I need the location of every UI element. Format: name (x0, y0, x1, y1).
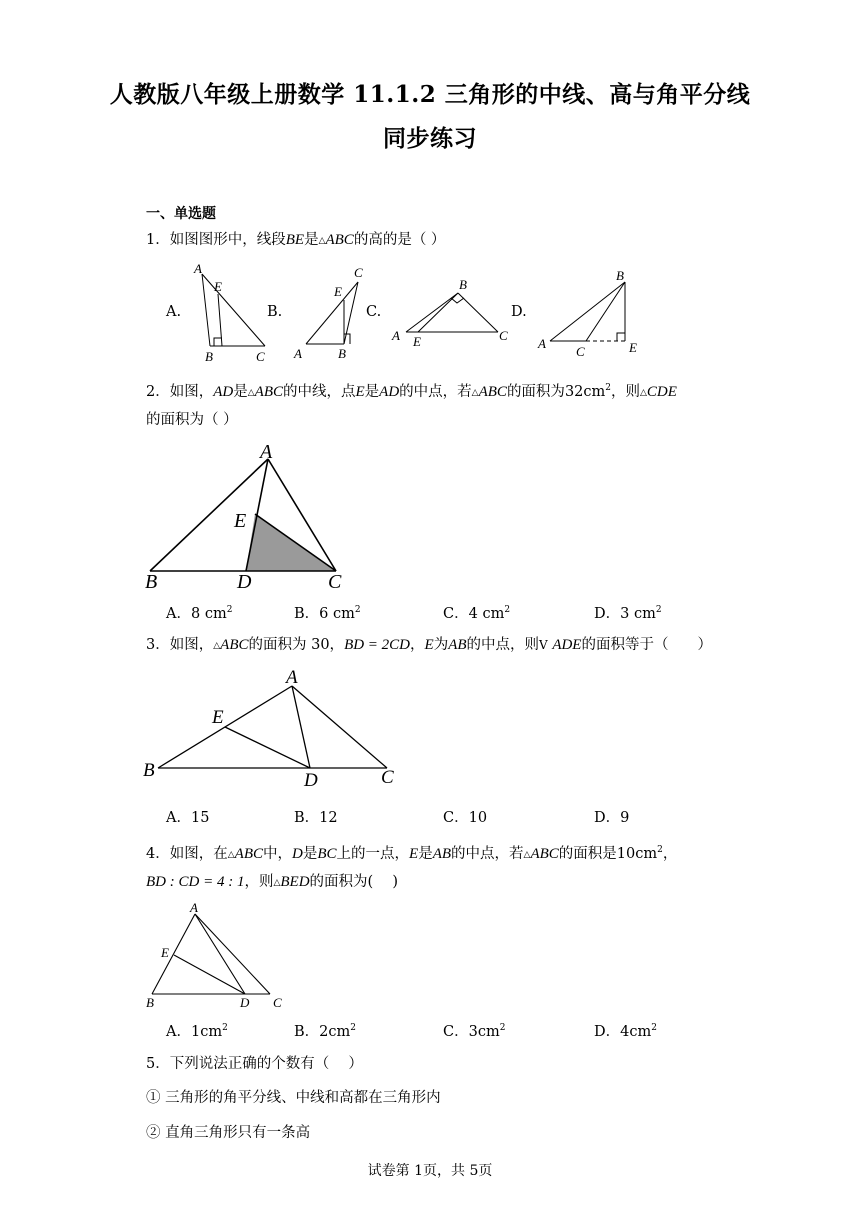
q2-label-c: C (328, 571, 342, 593)
question-3-text: 3．如图，△ABC的面积为 30，BD = 2CD，E为AB的中点，则V ADE的面积等于（ ） (146, 637, 712, 653)
page-footer: 试卷第 1页，共 5页 (367, 1163, 493, 1179)
question-2-text: 2．如图，AD是△ABC的中线，点E是AD的中点，若△ABC的面积为$32cm^2$，则△CDE (146, 383, 677, 400)
q4-option-c[interactable]: C．$3cm^2$ (443, 1023, 506, 1040)
q1d-label-e: E (629, 340, 637, 355)
q1-option-a[interactable]: A. (166, 304, 182, 320)
question-4-text-line2: BD : CD = 4 : 1，则△BED的面积为( ) (146, 874, 398, 890)
q1b-label-c: C (354, 265, 363, 280)
q4-label-d: D (240, 995, 250, 1010)
q5-statement-1: ① 三角形的角平分线、中线和高都在三角形内 (146, 1090, 441, 1106)
question-1-text: 1．如图图形中，线段BE是△ABC的高的是（ ） (146, 232, 446, 248)
q1-figure-d (550, 282, 625, 341)
section-heading: 一、单选题 (146, 206, 216, 222)
q1b-label-e: E (334, 284, 342, 299)
question-2-text-line2: 的面积为（ ） (146, 412, 238, 428)
q2-label-d: D (237, 571, 252, 593)
q2-label-b: B (145, 571, 158, 593)
q1a-label-c: C (256, 349, 265, 364)
q3-option-c[interactable]: C．10 (443, 810, 488, 826)
q1-figure-b (306, 282, 358, 344)
q5-statement-2: ② 直角三角形只有一条高 (146, 1125, 311, 1141)
q3-label-e: E (212, 707, 224, 728)
q2-option-d[interactable]: D．3 $cm^2$ (594, 605, 662, 622)
q4-label-e: E (161, 945, 169, 960)
q2-label-a: A (260, 441, 273, 463)
q1a-label-b: B (205, 349, 213, 364)
q1b-label-a: A (294, 346, 302, 361)
q2-option-b[interactable]: B．6 $cm^2$ (294, 605, 361, 622)
q3-label-b: B (143, 760, 155, 781)
q3-option-a[interactable]: A．15 (166, 810, 210, 826)
q1a-label-e: E (214, 279, 222, 294)
question-4-text: 4．如图，在△ABC中，D是BC上的一点，E是AB的中点，若△ABC的面积是$10cm^2$， (146, 845, 678, 862)
q1d-label-a: A (538, 336, 546, 351)
q4-option-a[interactable]: A．$1cm^2$ (166, 1023, 228, 1040)
q3-label-d: D (304, 770, 318, 791)
q2-label-e: E (234, 510, 247, 532)
q4-label-c: C (273, 995, 282, 1010)
q1b-label-b: B (338, 346, 346, 361)
q3-option-d[interactable]: D．9 (594, 810, 630, 826)
q2-option-c[interactable]: C．4 $cm^2$ (443, 605, 511, 622)
q1c-label-a: A (392, 328, 400, 343)
q4-label-b: B (146, 995, 154, 1010)
q1-option-d[interactable]: D. (511, 304, 527, 320)
page-subtitle: 同步练习 (383, 125, 477, 152)
q4-figure (146, 900, 282, 1010)
q3-figure (143, 667, 394, 791)
q1d-label-c: C (576, 344, 585, 359)
q1a-label-a: A (194, 261, 202, 276)
q1-option-c[interactable]: C. (366, 304, 382, 320)
q1c-label-c: C (499, 328, 508, 343)
q1c-label-e: E (413, 334, 421, 349)
q4-option-d[interactable]: D．$4cm^2$ (594, 1023, 657, 1040)
q1-figure-c (406, 293, 498, 332)
q3-option-b[interactable]: B．12 (294, 810, 338, 826)
question-5-text: 5．下列说法正确的个数有（ ） (146, 1056, 363, 1072)
q1d-label-b: B (616, 268, 624, 283)
q2-option-a[interactable]: A．8 $cm^2$ (166, 605, 233, 622)
q1-option-b[interactable]: B. (267, 304, 283, 320)
q3-label-c: C (381, 767, 394, 788)
page-title: 人教版八年级上册数学 11.1.2 三角形的中线、高与角平分线 (109, 81, 751, 108)
q2-figure (145, 441, 342, 593)
q1c-label-b: B (459, 277, 467, 292)
q3-label-a: A (286, 667, 298, 688)
q4-label-a: A (190, 900, 198, 915)
q4-option-b[interactable]: B．$2cm^2$ (294, 1023, 356, 1040)
q1-figure-a (202, 274, 265, 346)
